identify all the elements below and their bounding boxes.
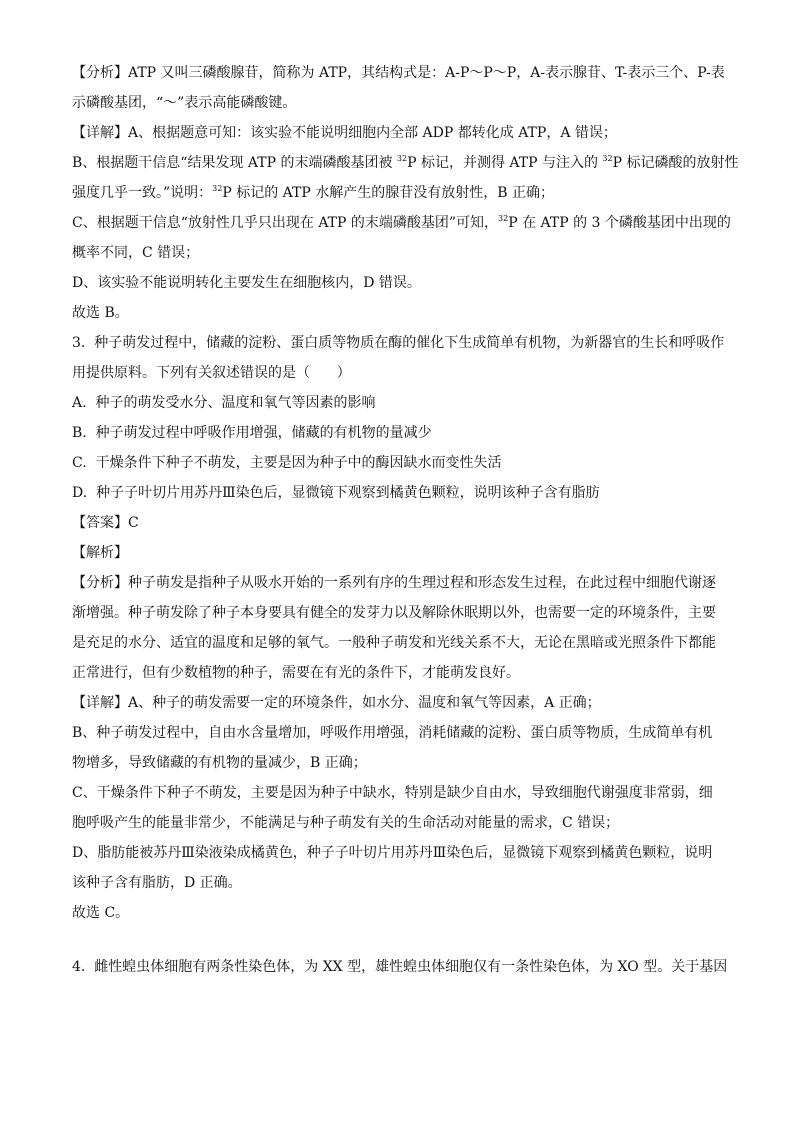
q3-conclusion: 故选 C。 <box>72 905 130 921</box>
q2-detail-line-4 <box>72 208 731 238</box>
q3-analysis-line-2: 渐增强。种子萌发除了种子本身要具有健全的发芽力以及解除休眠期以外，也需要一定的环境条件，主要 <box>72 605 716 621</box>
q3-detail-line-1: 【详解】A、种子的萌发需要一定的环境条件，如水分、温度和氧气等因素，A 正确； <box>72 695 601 711</box>
question-4 <box>72 952 728 982</box>
q2-detail-line-5: 概率不同，C 错误； <box>72 245 200 261</box>
q3-stem-line-1: 3. 种子萌发过程中，储藏的淀粉、蛋白质等物质在酶的催化下生成简单有机物，为新器官的生长和呼吸作 <box>72 335 725 351</box>
q3-option-c: C. 干燥条件下种子不萌发，主要是因为种子中的酶因缺水而变性失活 <box>72 455 502 471</box>
q2-detail-line-6: D、该实验不能说明转化主要发生在细胞核内，D 错误。 <box>72 275 421 291</box>
text-run: C、根据题干信息“放射性几乎只出现在 ATP 的末端磷酸基团”可知， <box>72 215 499 231</box>
q2-analysis <box>72 58 725 118</box>
superscript: 32 <box>396 154 408 163</box>
superscript: 32 <box>212 184 223 193</box>
q3-analysis-line-3: 是充足的水分、适宜的温度和足够的氧气。一般种子萌发和光线关系不大，无论在黑暗或光照条件下都能 <box>72 635 716 651</box>
q3-jiexi-heading: 【解析】 <box>72 545 128 561</box>
q2-analysis-line-2: 示磷酸基团，“～”表示高能磷酸键。 <box>72 95 297 111</box>
q3-detail-line-4: C、干燥条件下种子不萌发，主要是因为种子中缺水，特别是缺少自由水，导致细胞代谢强度非常弱，细 <box>72 785 713 801</box>
text-run: B、根据题干信息“结果发现 ATP 的末端磷酸基团被 <box>72 155 397 171</box>
q4-stem-line-1: 4. 雌性蝗虫体细胞有两条性染色体，为 XX 型，雄性蝗虫体细胞仅有一条性染色体，为 XO 型。关于基因 <box>72 959 728 975</box>
q3-analysis-line-1: 【分析】种子萌发是指种子从吸水开始的一系列有序的生理过程和形态发生过程，在此过程中细胞代谢逐 <box>72 575 716 591</box>
q3-detail <box>72 688 722 928</box>
q3-detail-line-5: 胞呼吸产生的能量非常少，不能满足与种子萌发有关的生命活动对能量的需求，C 错误； <box>72 815 620 831</box>
q2-detail-line-2 <box>72 148 739 178</box>
q2-detail-line-1: 【详解】A、根据题意可知：该实验不能说明细胞内全部 ADP 都转化成 ATP，A 错误； <box>72 125 617 141</box>
text-run: 强度几乎一致。”说明： <box>72 185 213 201</box>
q2-detail <box>72 118 739 328</box>
q3-stem-line-2: 用提供原料。下列有关叙述错误的是（ ） <box>72 365 351 381</box>
q2-detail-line-3 <box>72 178 722 208</box>
q3-detail-line-3: 物增多，导致储藏的有机物的量减少，B 正确； <box>72 755 367 771</box>
document-page <box>72 58 739 982</box>
q3-detail-line-6: D、脂肪能被苏丹Ⅲ染液染成橘黄色，种子子叶切片用苏丹Ⅲ染色后，显微镜下观察到橘黄色颗粒，说明 <box>72 845 713 861</box>
text-run: P 标记，并测得 ATP 与注入的 <box>407 155 603 171</box>
q2-analysis-line-1: 【分析】ATP 又叫三磷酸腺苷，简称为 ATP，其结构式是：A-P～P～P，A-表示腺苷、T-表示三个、P-表 <box>72 65 725 81</box>
text-run: P 标记磷酸的放射性 <box>612 155 739 171</box>
superscript: 32 <box>498 214 509 223</box>
text-run: P 在 ATP 的 3 个磷酸基团中出现的 <box>508 215 731 231</box>
spacer <box>72 928 722 952</box>
text-run: P 标记的 ATP 水解产生的腺苷没有放射性，B 正确； <box>222 185 554 201</box>
question-3 <box>72 328 725 928</box>
q2-conclusion: 故选 B。 <box>72 305 129 321</box>
q3-option-a: A. 种子的萌发受水分、温度和氧气等因素的影响 <box>72 395 376 411</box>
superscript: 32 <box>602 154 613 163</box>
q3-analysis-line-4: 正常进行，但有少数植物的种子，需要在有光的条件下，才能萌发良好。 <box>72 665 520 681</box>
q3-detail-line-7: 该种子含有脂肪，D 正确。 <box>72 875 242 891</box>
q3-option-d: D. 种子子叶切片用苏丹Ⅲ染色后，显微镜下观察到橘黄色颗粒，说明该种子含有脂肪 <box>72 485 600 501</box>
q3-analysis <box>72 568 722 688</box>
q3-option-b: B. 种子萌发过程中呼吸作用增强，储藏的有机物的量减少 <box>72 425 432 441</box>
q3-detail-line-2: B、种子萌发过程中，自由水含量增加，呼吸作用增强，消耗储藏的淀粉、蛋白质等物质，生成简单有机 <box>72 725 713 741</box>
q3-answer: 【答案】C <box>72 515 139 531</box>
